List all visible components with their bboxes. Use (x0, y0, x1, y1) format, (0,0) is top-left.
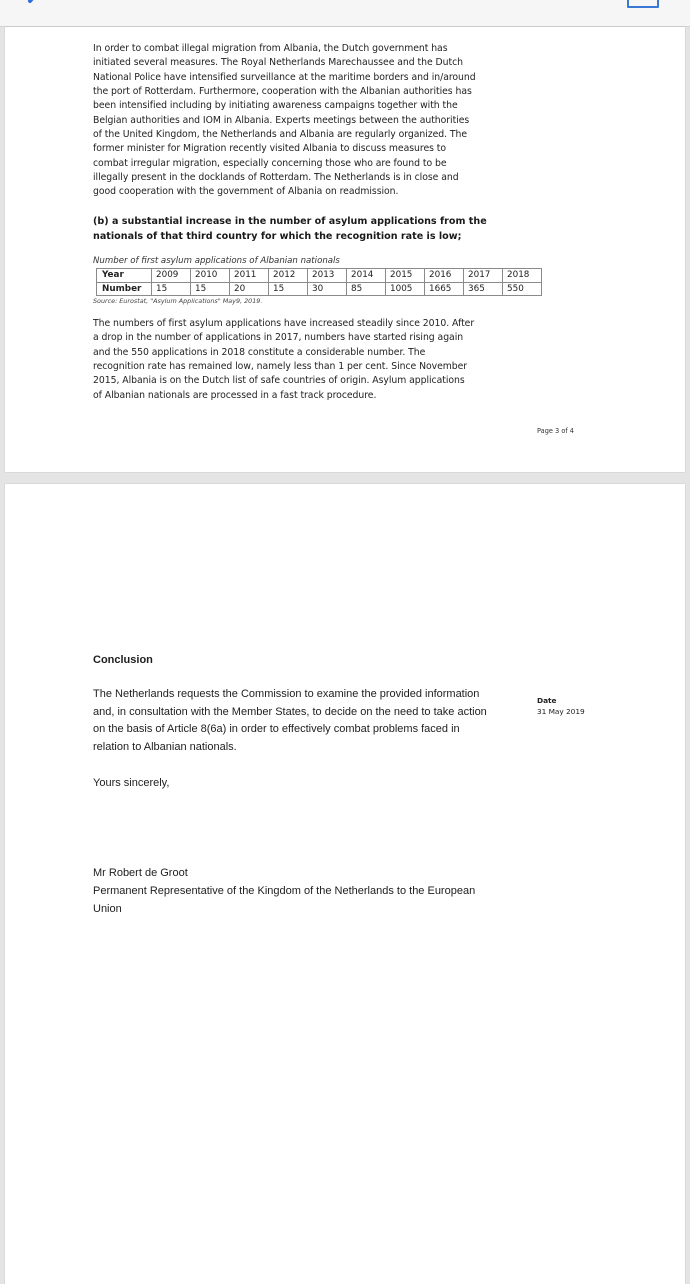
signer-title-line: Permanent Representative of the Kingdom of the Netherlands to the European (93, 885, 476, 897)
table-cell: 2010 (191, 269, 230, 283)
date-value: 31 May 2019 (537, 707, 585, 716)
document-page-4 (5, 484, 685, 1284)
table-caption: Number of first asylum applications of Albanian nationals (93, 256, 340, 266)
text-line: been intensified including by initiating awareness campaigns together with the (93, 100, 458, 112)
text-line: initiated several measures. The Royal Netherlands Marechaussee and the Dutch (93, 57, 463, 69)
document-page-3 (5, 27, 685, 472)
table-cell: 2014 (347, 269, 386, 283)
text-line: National Police have intensified surveillance at the maritime borders and in/around (93, 71, 476, 83)
table-cell: 30 (308, 282, 347, 296)
table-cell: 2013 (308, 269, 347, 283)
text-line: of Albanian nationals are processed in a fast track procedure. (93, 389, 377, 401)
date-label: Date (537, 696, 557, 705)
text-line: illegally present in the docklands of Rotterdam. The Netherlands is in close and (93, 172, 459, 184)
table-cell: 15 (269, 282, 308, 296)
text-line: and, in consultation with the Member States, to decide on the need to take action (93, 705, 487, 718)
text-line: relation to Albanian nationals. (93, 740, 237, 753)
text-line: and the 550 applications in 2018 constitute a considerable number. The (93, 346, 426, 358)
table-cell: 2015 (386, 269, 425, 283)
heading-line: nationals of that third country for which the recognition rate is low; (93, 230, 462, 242)
heading-line: (b) a substantial increase in the number of asylum applications from the (93, 216, 487, 227)
text-line: 2015, Albania is on the Dutch list of safe countries of origin. Asylum applications (93, 375, 465, 387)
text-line: the port of Rotterdam. Furthermore, cooperation with the Albanian authorities has (93, 86, 472, 98)
table-cell: 550 (503, 282, 542, 296)
viewer-toolbar (0, 0, 690, 27)
text-line: of the United Kingdom, the Netherlands and Albania are regularly organized. The (93, 129, 468, 141)
text-line: former minister for Migration recently visited Albania to discuss measures to (93, 143, 447, 155)
square-outline-icon[interactable] (627, 0, 659, 8)
table-cell: 2011 (230, 269, 269, 283)
signer-name: Mr Robert de Groot (93, 867, 188, 879)
text-line: The numbers of first asylum applications have increased steadily since 2010. After (93, 318, 475, 329)
table-cell: 15 (152, 282, 191, 296)
text-line: In order to combat illegal migration from Albania, the Dutch government has (93, 43, 448, 54)
table-cell: 2017 (464, 269, 503, 283)
row-header-number: Number (97, 282, 152, 296)
signature-block (93, 864, 525, 918)
text-line: combat irregular migration, especially concerning those who are found to be (93, 157, 447, 169)
conclusion-heading: Conclusion (93, 654, 153, 666)
asylum-trend-paragraph (93, 317, 533, 403)
conclusion-paragraph (93, 686, 525, 756)
signer-title-line: Union (93, 903, 122, 915)
table-row-year (97, 269, 542, 283)
table-cell: 20 (230, 282, 269, 296)
text-line: on the basis of Article 8(6a) in order to effectively combat problems faced in (93, 723, 460, 736)
table-row-number (97, 282, 542, 296)
text-line: good cooperation with the government of Albania on readmission. (93, 186, 399, 198)
text-line: The Netherlands requests the Commission to examine the provided information (93, 688, 480, 700)
section-b-heading (93, 215, 533, 244)
table-cell: 85 (347, 282, 386, 296)
migration-measures-paragraph (93, 42, 533, 200)
text-line: Belgian authorities and IOM in Albania. Experts meetings between the authorities (93, 114, 470, 126)
table-cell: 365 (464, 282, 503, 296)
row-header-year: Year (97, 269, 152, 283)
table-cell: 2009 (152, 269, 191, 283)
asylum-applications-table (96, 268, 542, 296)
table-cell: 2018 (503, 269, 542, 283)
table-source: Source: Eurostat, "Asylum Applications" May9, 2019. (93, 297, 263, 305)
table-cell: 15 (191, 282, 230, 296)
closing-salutation: Yours sincerely, (93, 777, 170, 789)
chevron-left-icon[interactable] (26, 0, 40, 8)
table-cell: 2016 (425, 269, 464, 283)
table-cell: 1005 (386, 282, 425, 296)
text-line: recognition rate has remained low, namely less than 1 per cent. Since November (93, 361, 468, 373)
table-cell: 1665 (425, 282, 464, 296)
table-cell: 2012 (269, 269, 308, 283)
page-number: Page 3 of 4 (537, 427, 574, 435)
text-line: a drop in the number of applications in 2017, numbers have started rising again (93, 332, 464, 344)
